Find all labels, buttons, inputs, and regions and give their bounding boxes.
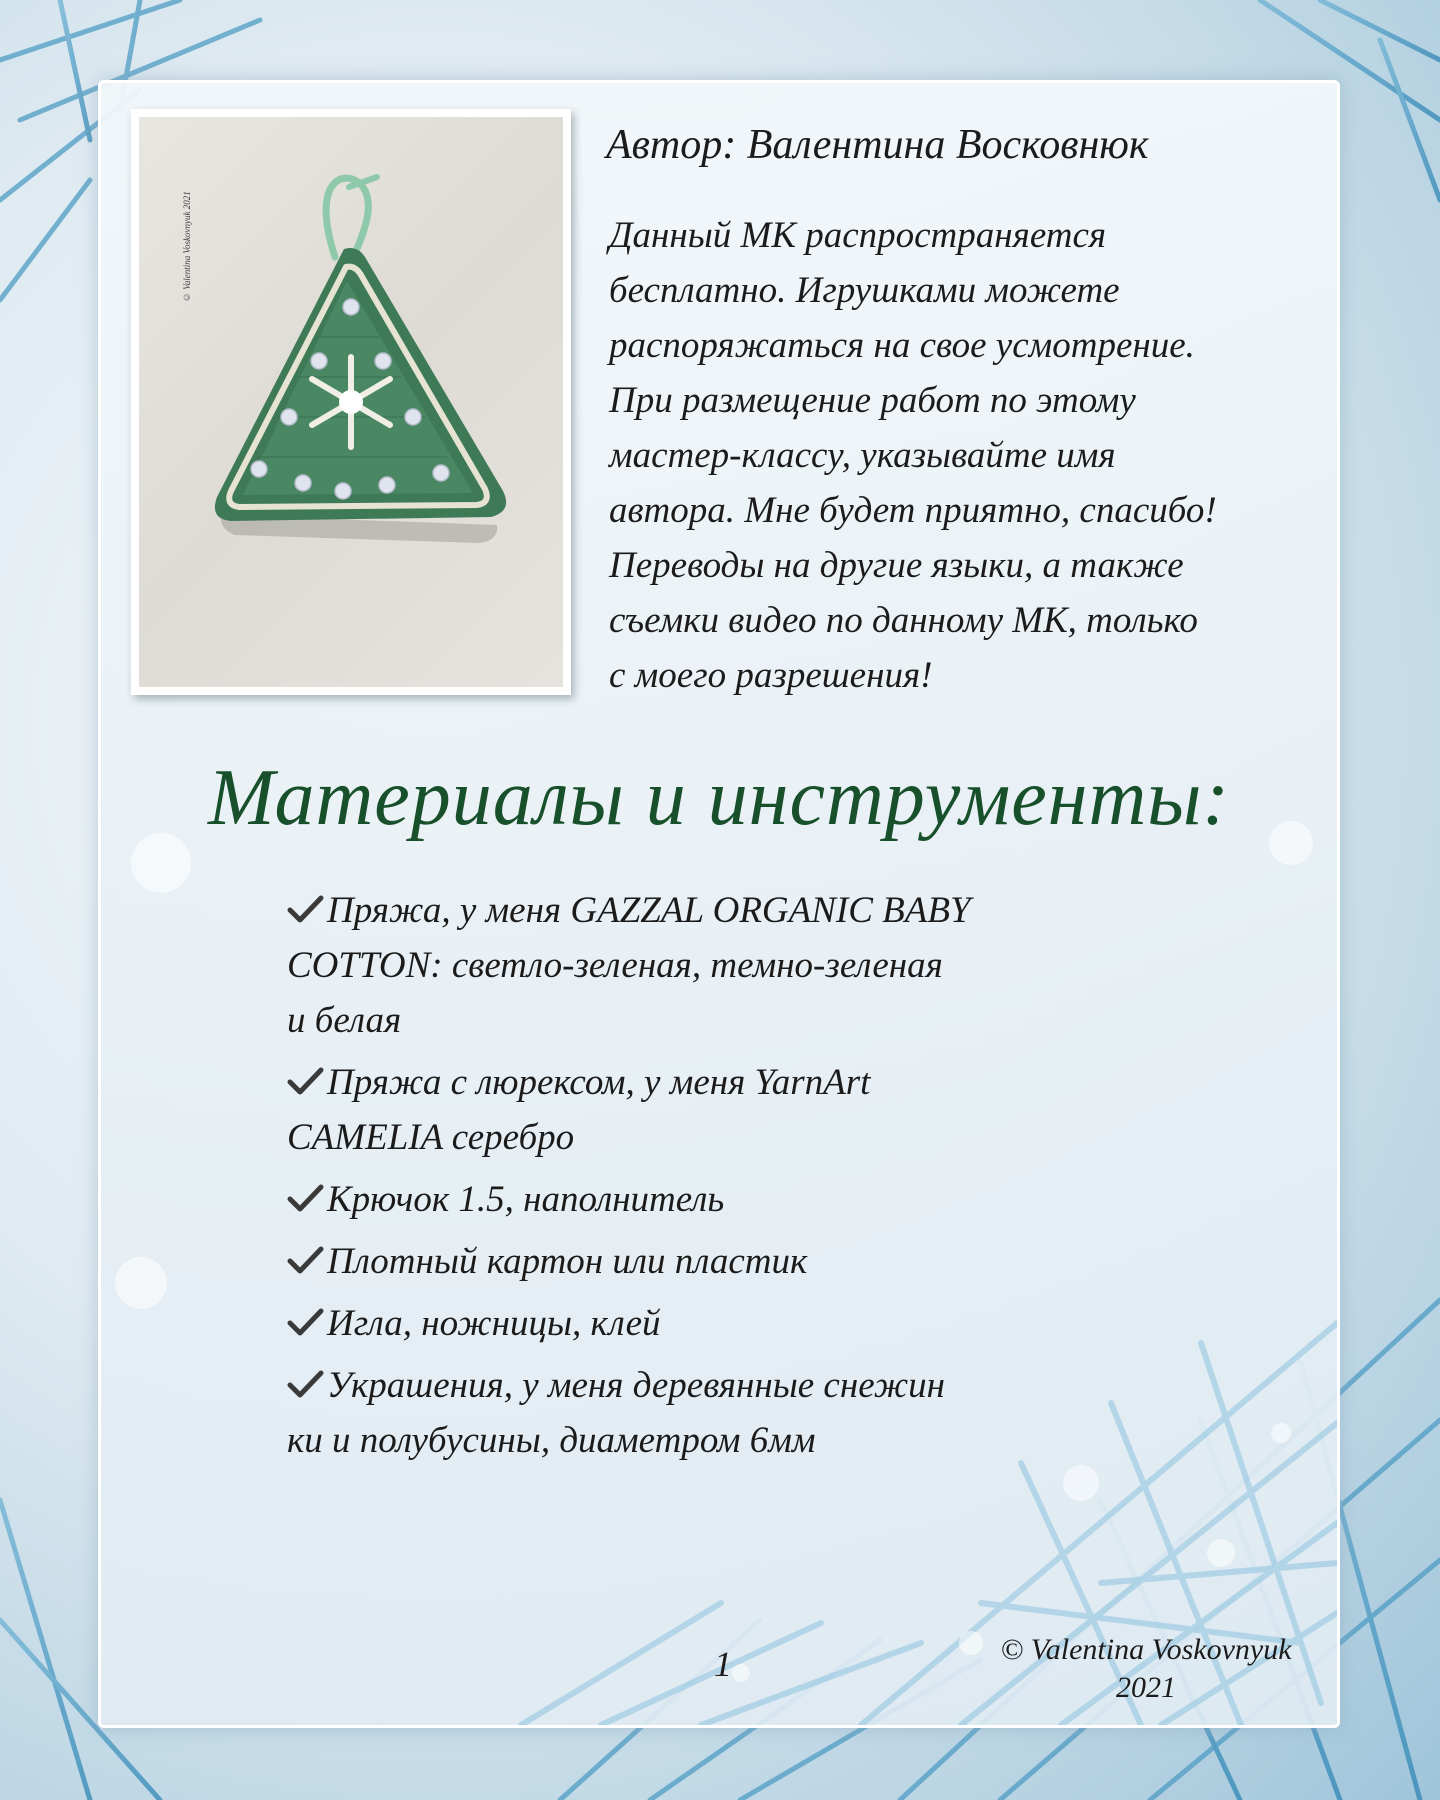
- intro-line: автора. Мне будет приятно, спасибо!: [609, 490, 1217, 531]
- materials-list: [287, 883, 1237, 1475]
- intro-line: Переводы на другие языки, а также: [609, 545, 1184, 586]
- checkmark-icon: [287, 1183, 327, 1213]
- list-item: [287, 1234, 1237, 1289]
- checkmark-icon: [287, 1245, 327, 1275]
- copyright-name: © Valentina Voskovnyuk: [1000, 1633, 1292, 1666]
- material-text: Пряжа с люрексом, у меня YarnArt: [327, 1062, 871, 1103]
- intro-paragraph: [609, 208, 1309, 703]
- copyright: [981, 1631, 1311, 1707]
- list-item: [287, 1358, 1237, 1468]
- checkmark-icon: [287, 894, 327, 924]
- material-text: Плотный картон или пластик: [327, 1241, 808, 1282]
- material-text: Игла, ножницы, клей: [327, 1303, 661, 1344]
- list-item: [287, 1172, 1237, 1227]
- copyright-year: 2021: [1116, 1671, 1176, 1704]
- list-item: [287, 883, 1237, 1048]
- document-page: [98, 80, 1340, 1728]
- intro-line: с моего разрешения!: [609, 655, 933, 696]
- materials-title: Материалы и инструменты:: [207, 754, 1231, 842]
- author-line: Автор: Валентина Восковнюк: [606, 122, 1149, 168]
- checkmark-icon: [287, 1307, 327, 1337]
- intro-line: распоряжаться на свое усмотрение.: [609, 325, 1195, 366]
- photo-image: [139, 117, 563, 687]
- material-text: Украшения, у меня деревянные снежин: [327, 1365, 945, 1406]
- page-number: 1: [714, 1644, 732, 1684]
- intro-line: При размещение работ по этому: [609, 380, 1136, 421]
- photo-watermark: © Valentina Voskovnyuk 2021: [182, 191, 192, 303]
- material-text: Пряжа, у меня GAZZAL ORGANIC BABY: [327, 890, 971, 931]
- material-text: ки и полубусины, диаметром 6мм: [287, 1420, 816, 1461]
- intro-line: мастер-классу, указывайте имя: [609, 435, 1116, 476]
- material-text: COTTON: светло-зеленая, темно-зеленая: [287, 945, 943, 986]
- intro-line: съемки видео по данному МК, только: [609, 600, 1198, 641]
- ornament-photo: [131, 109, 571, 695]
- checkmark-icon: [287, 1066, 327, 1096]
- list-item: [287, 1055, 1237, 1165]
- material-text: CAMELIA серебро: [287, 1117, 575, 1158]
- material-text: Крючок 1.5, наполнитель: [327, 1179, 725, 1220]
- checkmark-icon: [287, 1369, 327, 1399]
- intro-line: Данный МК распространяется: [609, 215, 1107, 256]
- intro-line: бесплатно. Игрушками можете: [609, 270, 1120, 311]
- list-item: [287, 1296, 1237, 1351]
- material-text: и белая: [287, 1000, 402, 1041]
